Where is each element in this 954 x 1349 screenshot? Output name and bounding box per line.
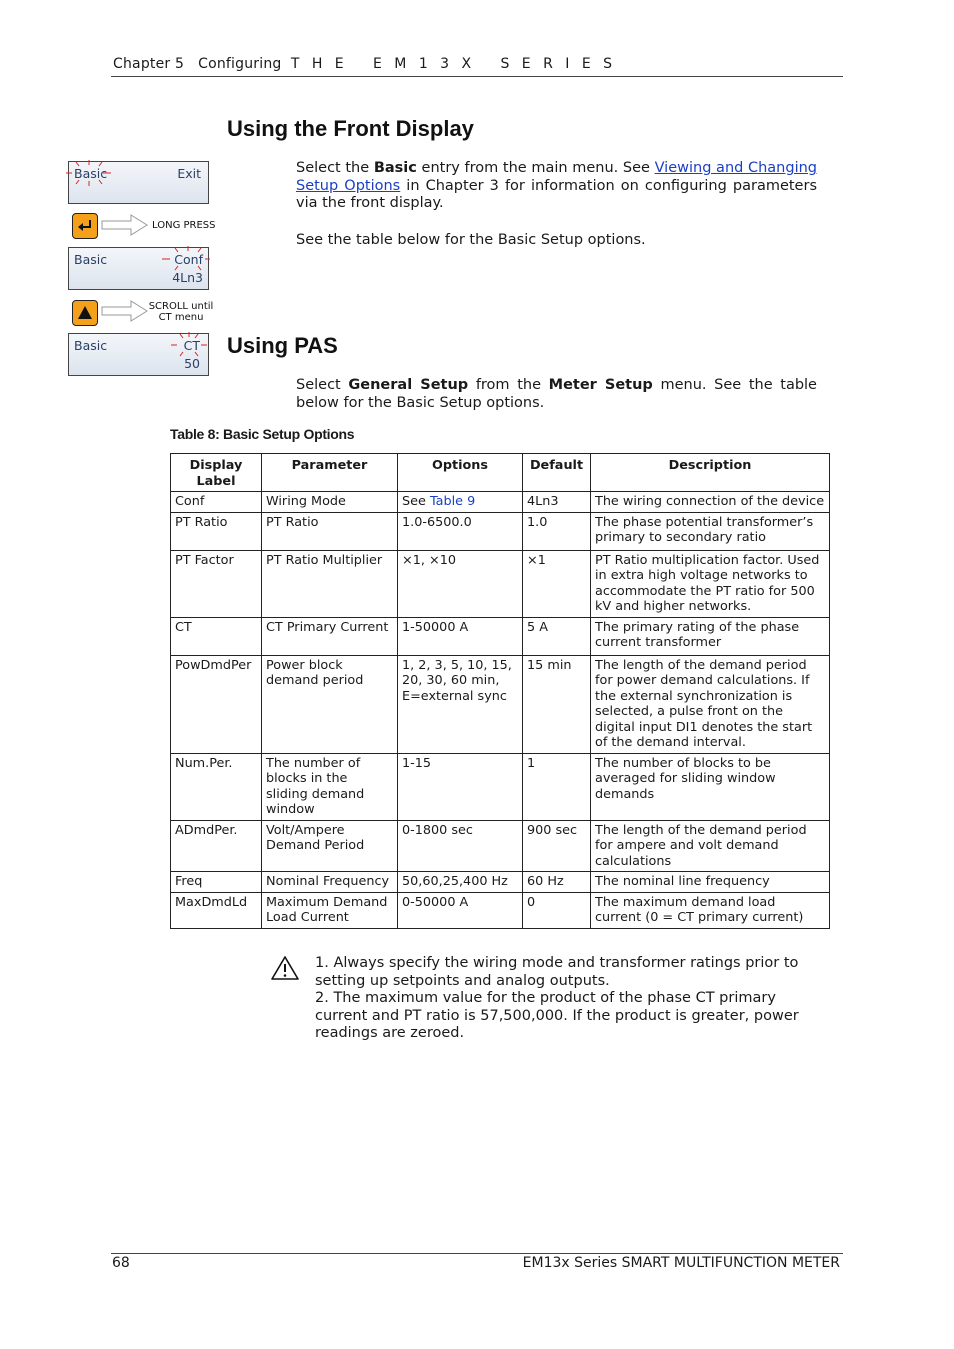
cell: The wiring connection of the device (591, 492, 830, 513)
header-rule (111, 76, 843, 77)
table-row (171, 820, 830, 872)
front-display-paragraph (296, 160, 817, 213)
running-header (113, 56, 616, 72)
table-header-row (171, 454, 830, 492)
cell: The length of the demand period for ampere and volt demand calculations (591, 820, 830, 872)
cell: 900 sec (523, 820, 591, 872)
text-run: entry from the main menu. See (416, 160, 655, 176)
cell: The number of blocks to be averaged for sliding window demands (591, 753, 830, 820)
note-2: 2. The maximum value for the product of the phase CT primary current and PT ratio is 57,500,000. If the product is greater, power readings are zeroed. (315, 990, 799, 1041)
page-number: 68 (112, 1255, 130, 1271)
header-chapter: Chapter 5 (113, 56, 185, 72)
footer-rule (111, 1253, 843, 1254)
blink-icon (167, 332, 211, 362)
header-description: Description (591, 454, 830, 492)
table-row (171, 492, 830, 513)
cell: 4Ln3 (523, 492, 591, 513)
table-row (171, 617, 830, 655)
cell: PT Ratio multiplication factor. Used in extra high voltage networks to accommodate the PT ratio for 500 kV and higher networks. (591, 550, 830, 617)
header-section-title: T H E E M 1 3 X S E R I E S (290, 56, 617, 72)
section-title-front-display: Using the Front Display (227, 116, 474, 141)
table-row (171, 892, 830, 928)
up-triangle-icon (73, 301, 97, 325)
text-run: menu. See the table below for the Basic Setup options. (296, 377, 817, 411)
cell: Volt/Ampere Demand Period (262, 820, 398, 872)
cell: Nominal Frequency (262, 872, 398, 893)
bold-meter-setup: Meter Setup (548, 377, 653, 393)
scroll-label-line1: SCROLL until (148, 301, 214, 312)
header-options: Options (398, 454, 523, 492)
scroll-until-label (146, 301, 216, 323)
lcd-left-label: Basic (74, 252, 108, 267)
lcd-screen-basic-conf (68, 247, 209, 290)
cell: 1, 2, 3, 5, 10, 15, 20, 30, 60 min, E=external sync (398, 655, 523, 753)
arrow-right-icon (101, 300, 149, 322)
scroll-label-line2: CT menu (158, 312, 204, 323)
cell: PowDmdPer (171, 655, 262, 753)
cell: 0 (523, 892, 591, 928)
cell: The number of blocks in the sliding demand window (262, 753, 398, 820)
enter-key-icon[interactable] (72, 213, 98, 239)
cell: The length of the demand period for power demand calculations. If the external synchronization is selected, a pulse front on the digital input DI1 denotes the start of the demand interval. (591, 655, 830, 753)
cell: 0-1800 sec (398, 820, 523, 872)
text-run: Select the (296, 160, 374, 176)
lcd-right-label: Conf (174, 252, 203, 267)
cell (398, 492, 523, 513)
lcd-right-label: CT (183, 338, 200, 353)
table-caption: Table 8: Basic Setup Options (170, 426, 355, 442)
viewing-changing-link[interactable]: Viewing and Changing Setup Options (296, 160, 817, 194)
table-row (171, 512, 830, 550)
blink-icon (63, 160, 113, 190)
footer-title: EM13x Series SMART MULTIFUNCTION METER (522, 1255, 840, 1271)
cell: Wiring Mode (262, 492, 398, 513)
lcd-right-label: Exit (177, 166, 201, 181)
basic-setup-table (170, 453, 830, 929)
table-row (171, 550, 830, 617)
cell: The primary rating of the phase current transformer (591, 617, 830, 655)
cell: 1.0-6500.0 (398, 512, 523, 550)
cell: 15 min (523, 655, 591, 753)
table-row (171, 753, 830, 820)
cell: Maximum Demand Load Current (262, 892, 398, 928)
cell: PT Ratio (262, 512, 398, 550)
text-run: in Chapter 3 for information on configuring parameters via the front display. (296, 177, 817, 211)
cell: ×1 (523, 550, 591, 617)
cell: 60 Hz (523, 872, 591, 893)
using-pas-paragraph (296, 377, 817, 412)
cell: CT (171, 617, 262, 655)
cell: The nominal line frequency (591, 872, 830, 893)
long-press-label: LONG PRESS (152, 220, 216, 231)
cell: Freq (171, 872, 262, 893)
text-run: Select (296, 377, 349, 393)
bold-basic: Basic (373, 160, 417, 176)
blink-icon (161, 246, 211, 276)
header-default: Default (523, 454, 591, 492)
cell: CT Primary Current (262, 617, 398, 655)
note-1: 1. Always specify the wiring mode and transformer ratings prior to setting up setpoints and analog outputs. (315, 955, 799, 989)
cell: 0-50000 A (398, 892, 523, 928)
cell-text: See (402, 494, 430, 509)
cell: The phase potential transformer’s primary to secondary ratio (591, 512, 830, 550)
enter-arrow-icon (73, 214, 97, 238)
front-display-paragraph-2: See the table below for the Basic Setup options. (296, 232, 646, 248)
text-run: from the (468, 377, 549, 393)
cell: PT Ratio (171, 512, 262, 550)
arrow-right-icon (101, 214, 149, 236)
cell: 1-15 (398, 753, 523, 820)
lcd-screen-basic-exit (68, 161, 209, 204)
lcd-value: 4Ln3 (172, 270, 203, 285)
header-parameter: Parameter (262, 454, 398, 492)
lcd-value: 50 (184, 356, 200, 371)
section-title-using-pas: Using PAS (227, 333, 338, 358)
cell: MaxDmdLd (171, 892, 262, 928)
header-display-label: Display Label (171, 454, 262, 492)
cell: ×1, ×10 (398, 550, 523, 617)
cell: ADmdPer. (171, 820, 262, 872)
notes-block (315, 955, 815, 1043)
cell: PT Factor (171, 550, 262, 617)
up-key-icon[interactable] (72, 300, 98, 326)
cell: The maximum demand load current (0 = CT primary current) (591, 892, 830, 928)
cell: 1.0 (523, 512, 591, 550)
lcd-left-label: Basic (74, 166, 108, 181)
table-row (171, 872, 830, 893)
cell: 5 A (523, 617, 591, 655)
cell: Power block demand period (262, 655, 398, 753)
cell: 50,60,25,400 Hz (398, 872, 523, 893)
table9-link[interactable]: Table 9 (429, 494, 476, 509)
lcd-left-label: Basic (74, 338, 108, 353)
cell: PT Ratio Multiplier (262, 550, 398, 617)
table-row (171, 655, 830, 753)
cell: 1-50000 A (398, 617, 523, 655)
lcd-screen-basic-ct (68, 333, 209, 376)
cell: Conf (171, 492, 262, 513)
cell: 1 (523, 753, 591, 820)
header-section-prefix: Configuring (198, 56, 282, 72)
bold-general-setup: General Setup (348, 377, 469, 393)
cell: Num.Per. (171, 753, 262, 820)
warning-icon (270, 955, 300, 981)
